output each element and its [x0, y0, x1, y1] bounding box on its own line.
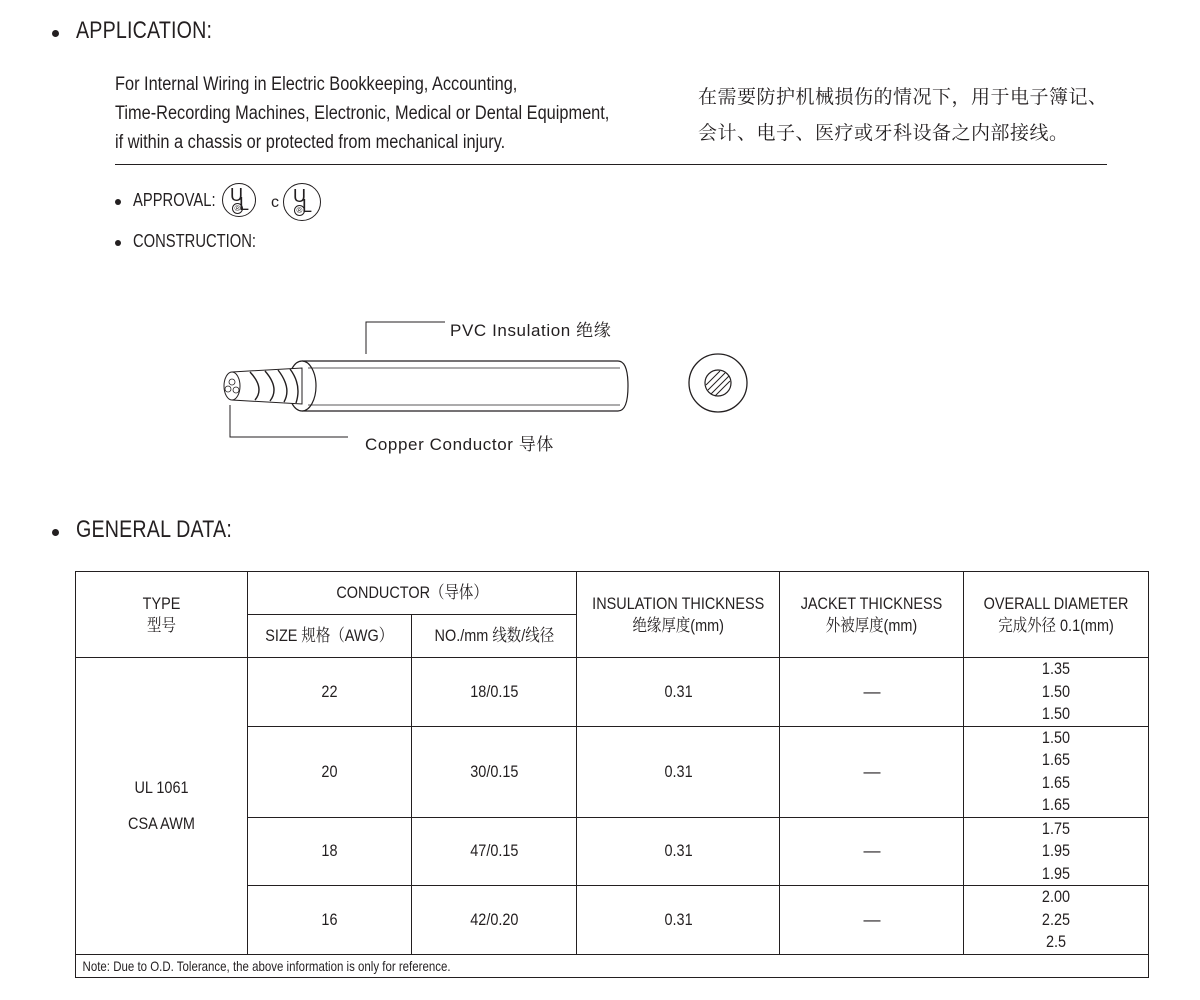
- general-data-table: [75, 571, 1149, 978]
- application-text-english: [115, 70, 609, 157]
- application-text-chinese: [698, 80, 1108, 152]
- table-row: [76, 658, 1149, 727]
- construction-label: CONSTRUCTION:: [133, 231, 256, 251]
- diameter-cell: 1.75 1.95 1.95: [964, 817, 1149, 886]
- application-line: Time-Recording Machines, Electronic, Medical or Dental Equipment,: [115, 103, 610, 124]
- table-note: Note: Due to O.D. Tolerance, the above information is only for reference.: [76, 954, 1149, 977]
- application-line: if within a chassis or protected from mechanical injury.: [115, 132, 506, 153]
- general-data-heading: GENERAL DATA:: [76, 516, 232, 543]
- size-cell: 20: [248, 726, 412, 817]
- ul-listed-icon: U L ®: [222, 183, 256, 217]
- size-cell: 18: [248, 817, 412, 886]
- insulation-cell: 0.31: [577, 817, 780, 886]
- jacket-cell: —: [780, 817, 964, 886]
- header-jacket: JACKET THICKNESS 外被厚度(mm): [780, 572, 964, 658]
- type-cell: UL 1061 CSA AWM: [76, 658, 248, 955]
- application-line-zh: 会计、电子、医疗或牙科设备之内部接线。: [698, 123, 1069, 144]
- diameter-cell: 1.50 1.65 1.65 1.65: [964, 726, 1149, 817]
- header-diameter: OVERALL DIAMETER 完成外径 0.1(mm): [964, 572, 1149, 658]
- size-cell: 22: [248, 658, 412, 727]
- jacket-cell: —: [780, 658, 964, 727]
- diameter-cell: 2.00 2.25 2.5: [964, 886, 1149, 955]
- application-line: For Internal Wiring in Electric Bookkeeping, Accounting,: [115, 74, 518, 95]
- header-strands: NO./mm 线数/线径: [412, 615, 577, 658]
- conductor-label: Copper Conductor 导体: [365, 435, 555, 454]
- diameter-cell: 1.35 1.50 1.50: [964, 658, 1149, 727]
- approval-label: APPROVAL:: [133, 190, 216, 210]
- c-prefix: c: [271, 194, 279, 211]
- strands-cell: 18/0.15: [412, 658, 577, 727]
- bullet: [115, 240, 121, 246]
- application-heading: APPLICATION:: [76, 17, 213, 44]
- strands-cell: 47/0.15: [412, 817, 577, 886]
- jacket-cell: —: [780, 886, 964, 955]
- bullet: [52, 529, 59, 536]
- size-cell: 16: [248, 886, 412, 955]
- header-insulation: INSULATION THICKNESS 绝缘厚度(mm): [577, 572, 780, 658]
- divider: [115, 164, 1107, 165]
- bullet: [115, 199, 121, 205]
- strands-cell: 42/0.20: [412, 886, 577, 955]
- header-size: SIZE 规格（AWG）: [248, 615, 412, 658]
- application-line-zh: 在需要防护机械损伤的情况下，用于电子簿记、: [698, 87, 1108, 108]
- strands-cell: 30/0.15: [412, 726, 577, 817]
- insulation-cell: 0.31: [577, 658, 780, 727]
- bullet: [52, 30, 59, 37]
- insulation-label: PVC Insulation 绝缘: [450, 321, 612, 340]
- header-conductor: CONDUCTOR（导体）: [248, 572, 577, 615]
- cul-listed-icon: U L ®: [283, 183, 321, 221]
- header-type: TYPE 型号: [76, 572, 248, 658]
- insulation-cell: 0.31: [577, 886, 780, 955]
- insulation-cell: 0.31: [577, 726, 780, 817]
- jacket-cell: —: [780, 726, 964, 817]
